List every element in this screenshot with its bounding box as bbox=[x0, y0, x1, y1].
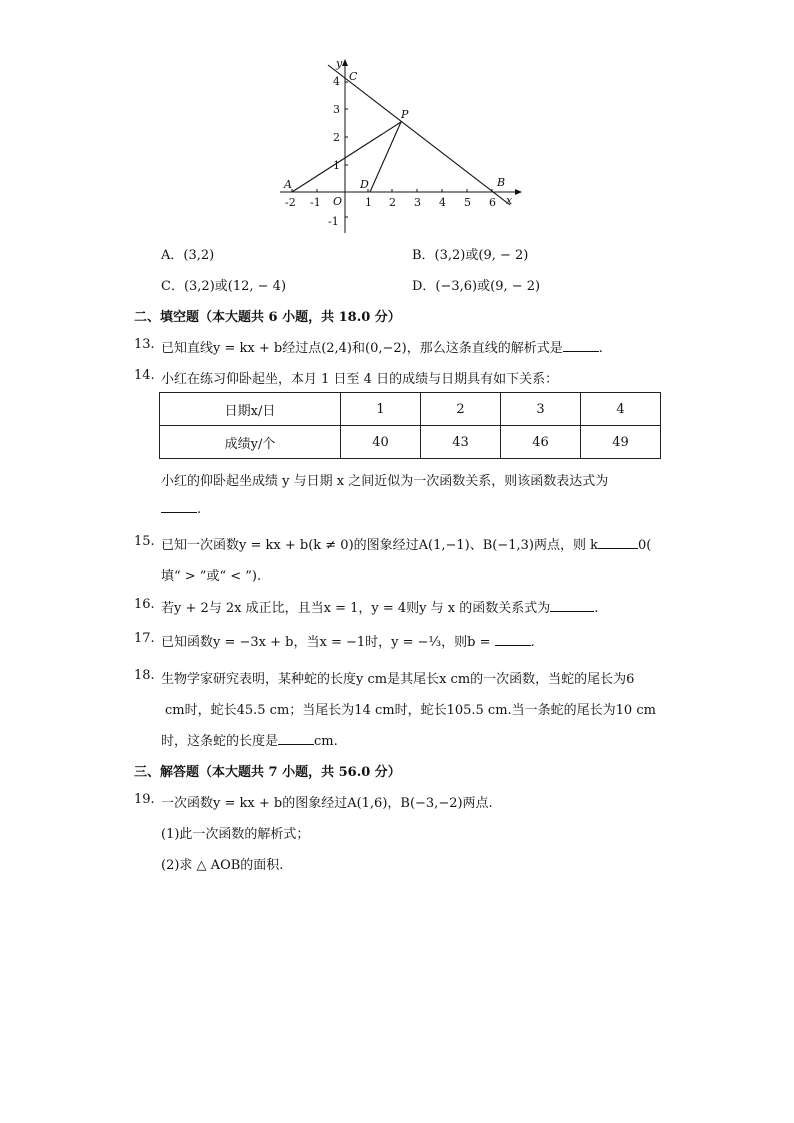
table-cell: 49 bbox=[581, 426, 661, 459]
x-tick-label: 4 bbox=[439, 196, 446, 209]
y-tick-label: 1 bbox=[333, 159, 340, 172]
y-axis-arrow bbox=[342, 59, 348, 66]
q13-number: 13. bbox=[134, 337, 155, 352]
x-tick-label: 1 bbox=[365, 196, 372, 209]
table-row-head: 日期x/日 bbox=[160, 393, 341, 426]
q16-end: . bbox=[594, 601, 599, 616]
table-cell: 46 bbox=[501, 426, 581, 459]
q18-stem: 时，这条蛇的长度是 bbox=[161, 734, 279, 749]
y-tick-label: 2 bbox=[333, 131, 340, 144]
q17-end: . bbox=[530, 635, 535, 650]
q14-text: 小红在练习仰卧起坐，本月 1 日至 4 日的成绩与日期具有如下关系： bbox=[161, 372, 559, 387]
option-A: A．(3,2) bbox=[161, 248, 215, 263]
option-D: D．(−3,6)或(9, − 2) bbox=[412, 279, 541, 294]
y-tick-label: 3 bbox=[333, 103, 340, 116]
option-B: B．(3,2)或(9, − 2) bbox=[412, 248, 529, 263]
y-tick-label: 4 bbox=[333, 75, 340, 88]
q19-sub1: (1)此一次函数的解析式； bbox=[161, 827, 310, 842]
q19-sub2: (2)求 △ AOB的面积. bbox=[161, 858, 284, 873]
q17-number: 17. bbox=[134, 631, 155, 646]
q18-answer-blank[interactable] bbox=[278, 732, 314, 745]
x-tick-label: -2 bbox=[285, 196, 296, 209]
point-label-B: B bbox=[497, 176, 506, 189]
q15-line2: 填“ > ”或“ < ”). bbox=[161, 569, 262, 584]
q17-answer-blank[interactable] bbox=[495, 633, 531, 646]
q18-number: 18. bbox=[134, 668, 155, 683]
axis-x-label: x bbox=[506, 194, 513, 207]
q18-line1: 生物学家研究表明，某种蛇的长度y cm是其尾长x cm的一次函数，当蛇的尾长为6 bbox=[161, 672, 635, 687]
axis-y-label: y bbox=[336, 57, 343, 70]
table-cell: 40 bbox=[341, 426, 421, 459]
table-cell: 1 bbox=[341, 393, 421, 426]
table-cell: 43 bbox=[421, 426, 501, 459]
score-table bbox=[159, 392, 661, 459]
q15-answer-blank[interactable] bbox=[598, 536, 638, 549]
line-AP bbox=[292, 122, 401, 192]
q14-answer-line bbox=[161, 500, 201, 517]
q18-end: cm. bbox=[314, 734, 338, 749]
q14-end: . bbox=[197, 502, 202, 517]
origin-label: O bbox=[333, 195, 343, 208]
q16-text bbox=[161, 597, 598, 616]
q14-answer-blank[interactable] bbox=[161, 500, 197, 513]
q15-stem: 已知一次函数y = kx + b(k ≠ 0)的图象经过A(1,−1)、B(−1,3)两点，则 k bbox=[161, 538, 599, 553]
q16-answer-blank[interactable] bbox=[550, 599, 594, 612]
x-tick-label: 2 bbox=[389, 196, 396, 209]
table-row bbox=[160, 426, 661, 459]
coordinate-graph bbox=[270, 55, 530, 240]
section-3-title: 三、解答题（本大题共 7 小题，共 56.0 分） bbox=[134, 765, 401, 780]
x-axis-arrow bbox=[515, 189, 522, 195]
q17-text bbox=[161, 631, 535, 650]
point-label-D: D bbox=[360, 178, 369, 191]
q16-stem: 若y + 2与 2x 成正比，且当x = 1，y = 4则y 与 x 的函数关系式为 bbox=[161, 601, 551, 616]
q18-line3 bbox=[161, 730, 338, 749]
q17-stem: 已知函数y = −3x + b，当x = −1时，y = −⅓，则b = bbox=[161, 635, 491, 650]
line-CB bbox=[328, 65, 510, 205]
q15-line1 bbox=[161, 534, 651, 553]
q16-number: 16. bbox=[134, 597, 155, 612]
x-tick-label: 6 bbox=[489, 196, 496, 209]
q19-text: 一次函数y = kx + b的图象经过A(1,6)，B(−3,−2)两点. bbox=[161, 796, 493, 811]
table-cell: 3 bbox=[501, 393, 581, 426]
point-label-A: A bbox=[284, 178, 292, 191]
table-row-head: 成绩y/个 bbox=[160, 426, 341, 459]
q13-answer-blank[interactable] bbox=[563, 339, 599, 352]
x-tick-label: 3 bbox=[414, 196, 421, 209]
q13-text bbox=[161, 337, 603, 356]
q15-line1-end: 0( bbox=[638, 538, 652, 553]
q18-line2: cm时，蛇长45.5 cm；当尾长为14 cm时，蛇长105.5 cm.当一条蛇的尾长为10 cm bbox=[165, 703, 656, 718]
x-tick-label: -1 bbox=[310, 196, 321, 209]
q14-number: 14. bbox=[134, 368, 155, 383]
q14-followup: 小红的仰卧起坐成绩 y 与日期 x 之间近似为一次函数关系，则该函数表达式为 bbox=[161, 474, 609, 489]
point-label-C: C bbox=[349, 70, 358, 83]
q13-end: . bbox=[598, 341, 603, 356]
y-tick-label: -1 bbox=[328, 215, 339, 228]
q19-number: 19. bbox=[134, 792, 155, 807]
option-C: C．(3,2)或(12, − 4) bbox=[161, 279, 287, 294]
table-row bbox=[160, 393, 661, 426]
table-cell: 2 bbox=[421, 393, 501, 426]
table-cell: 4 bbox=[581, 393, 661, 426]
section-2-title: 二、填空题（本大题共 6 小题，共 18.0 分） bbox=[134, 310, 401, 325]
point-label-P: P bbox=[401, 108, 409, 121]
q13-stem: 已知直线y = kx + b经过点(2,4)和(0,−2)，那么这条直线的解析式是 bbox=[161, 341, 563, 356]
q15-number: 15. bbox=[134, 534, 155, 549]
x-tick-label: 5 bbox=[464, 196, 471, 209]
